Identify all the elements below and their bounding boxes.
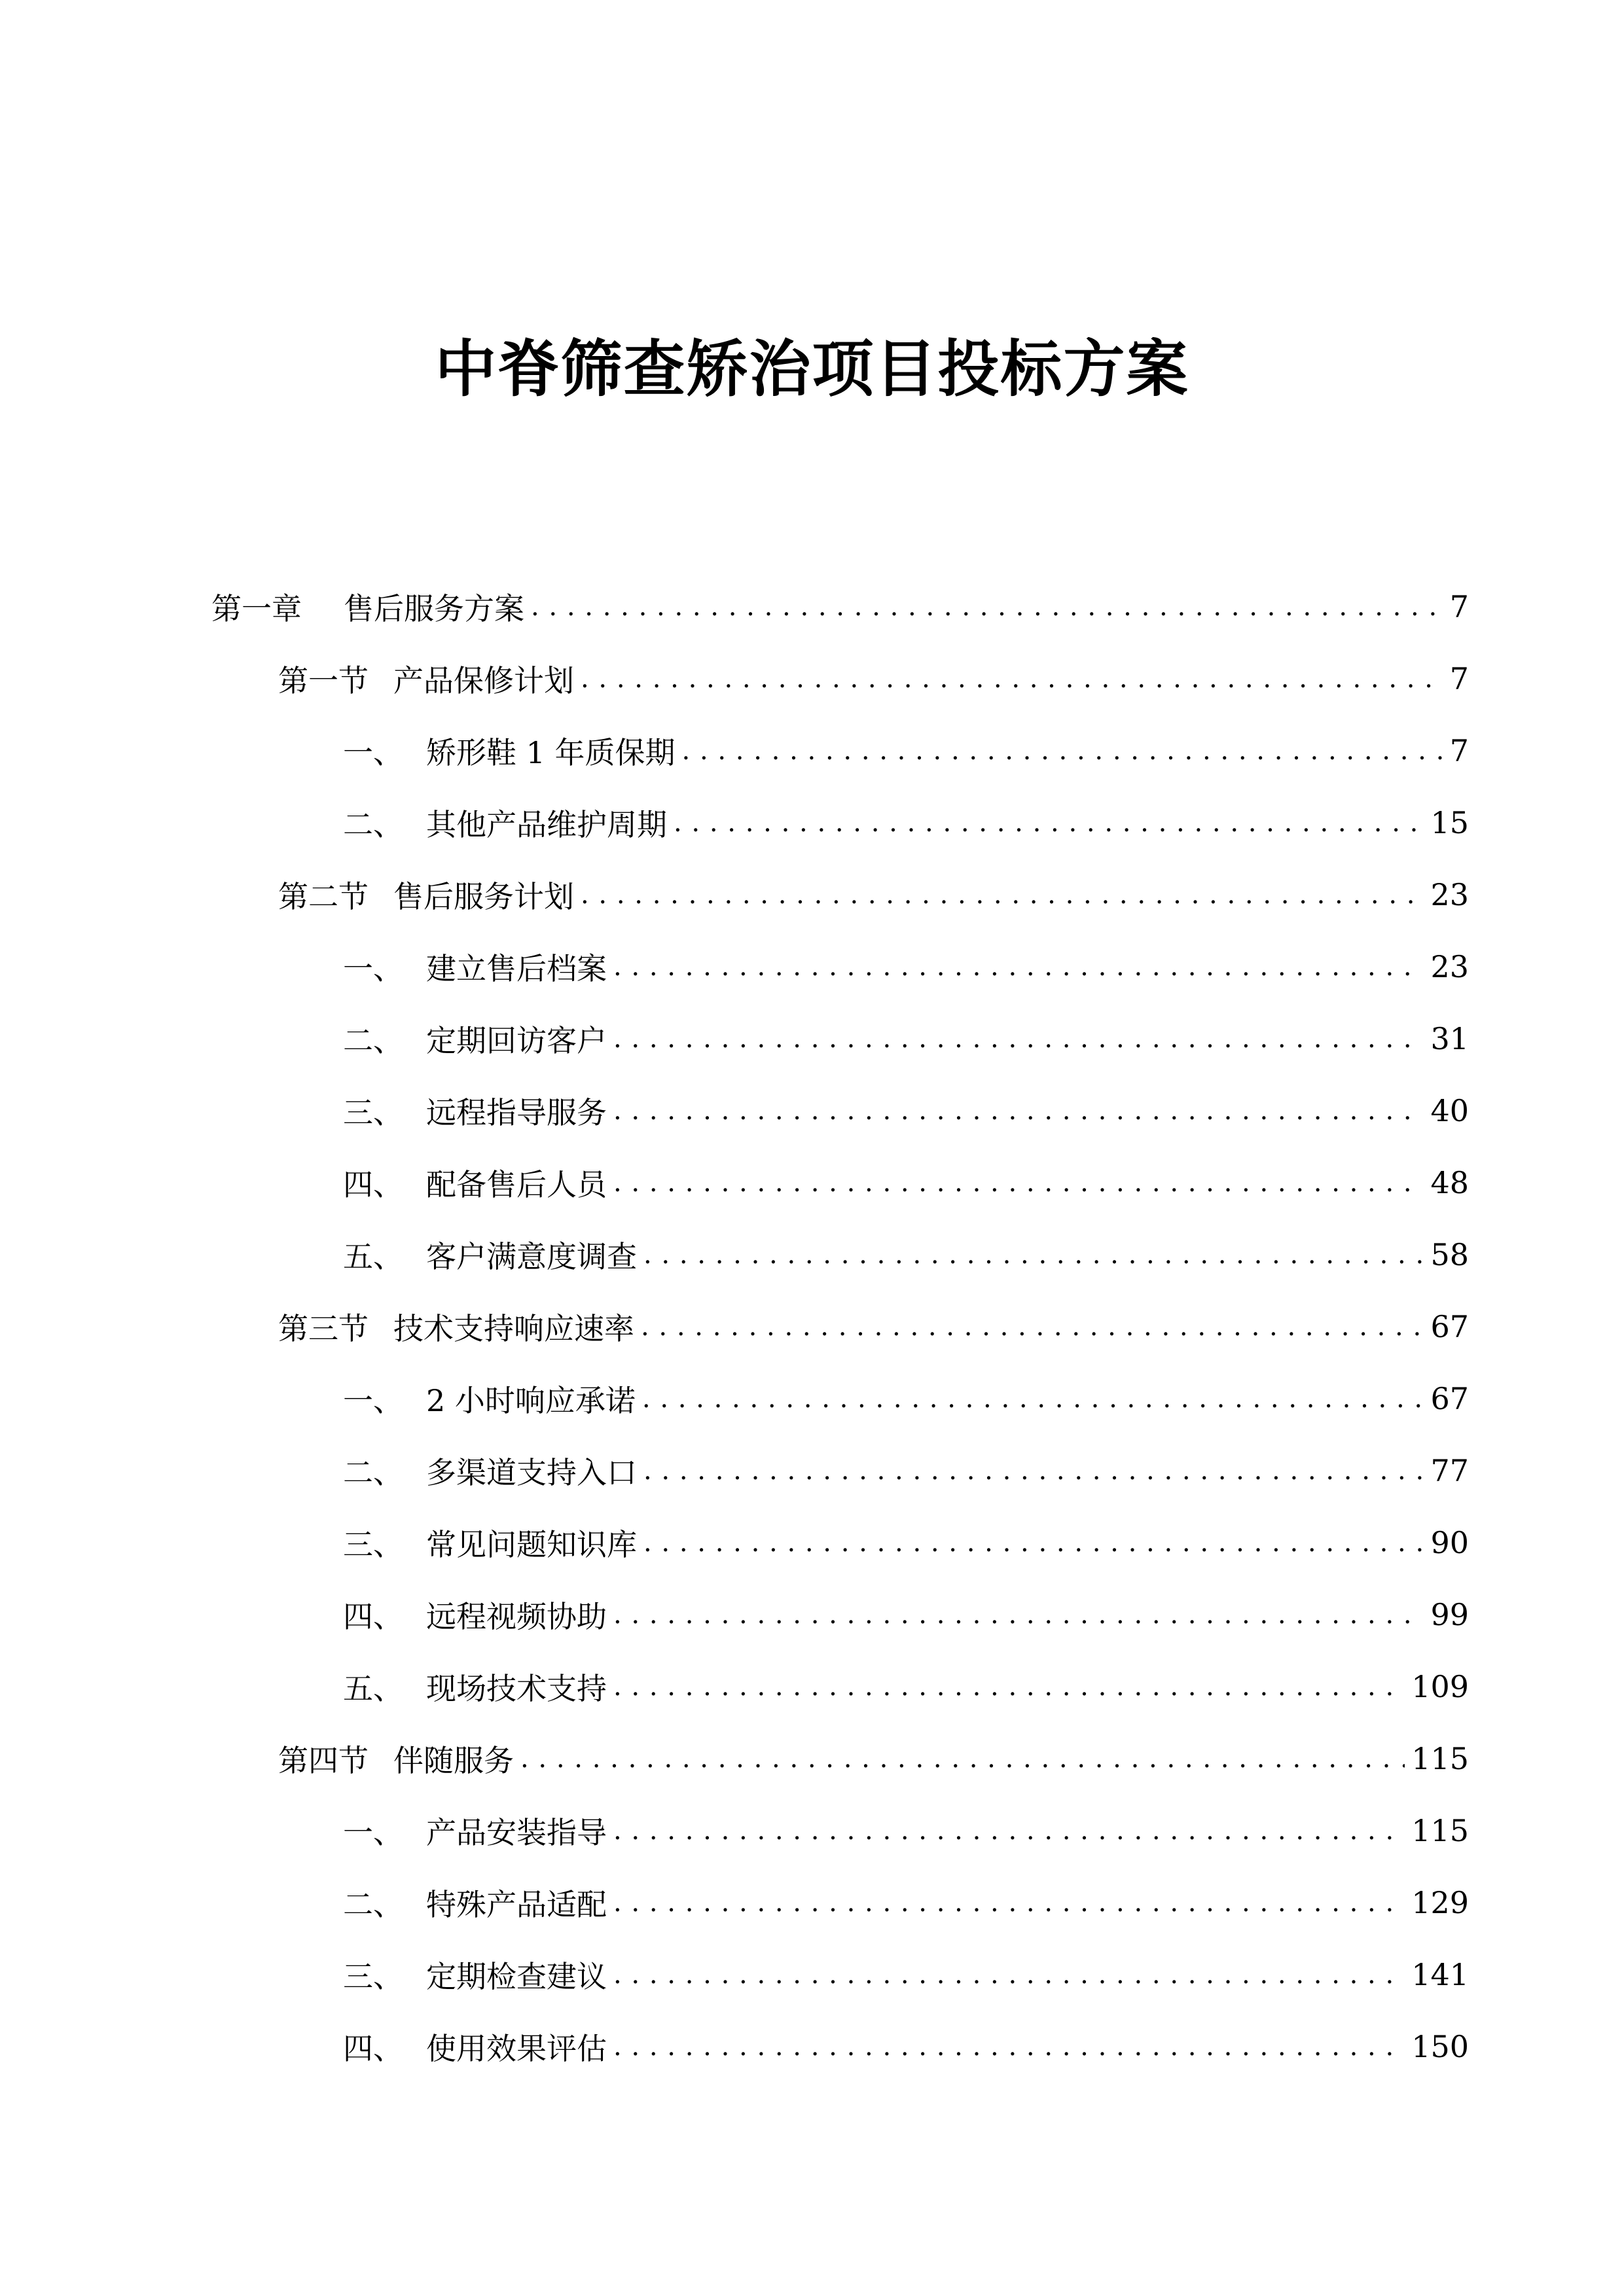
toc-entry-number: 第一节 (278, 663, 369, 698)
toc-entry-title: 定期检查建议 (426, 1959, 607, 1994)
toc-entry-page: 15 (1430, 805, 1469, 840)
toc-entry-title: 伴随服务 (393, 1743, 514, 1778)
toc-entry-title: 售后服务计划 (393, 879, 574, 914)
toc-entry-title: 售后服务方案 (344, 591, 524, 626)
toc-entry-number: 四、 (343, 1599, 403, 1634)
toc-dot-leader (682, 731, 1443, 770)
toc-entry-number: 三、 (343, 1527, 403, 1562)
toc-entry-title: 产品安装指导 (426, 1815, 607, 1850)
toc-entry-number: 一、 (343, 951, 403, 986)
toc-entry-title: 配备售后人员 (426, 1167, 607, 1202)
toc-entry[interactable] (343, 1795, 1469, 1867)
toc-entry[interactable] (343, 1579, 1469, 1651)
toc-dot-leader (613, 2027, 1405, 2066)
toc-entry[interactable] (343, 1507, 1469, 1579)
toc-entry-title: 远程指导服务 (426, 1095, 607, 1130)
toc-entry-number: 二、 (343, 1455, 403, 1490)
toc-entry-page: 99 (1430, 1597, 1469, 1632)
toc-dot-leader (613, 1595, 1424, 1634)
toc-entry[interactable] (278, 643, 1469, 715)
toc-entry-page: 115 (1411, 1741, 1469, 1776)
toc-entry[interactable] (343, 787, 1469, 859)
toc-entry[interactable] (343, 1147, 1469, 1219)
toc-dot-leader (613, 1811, 1405, 1850)
toc-entry-title: 定期回访客户 (426, 1023, 607, 1058)
toc-entry-title: 常见问题知识库 (426, 1527, 637, 1562)
toc-entry[interactable] (343, 715, 1469, 787)
toc-entry[interactable] (211, 571, 1469, 643)
toc-entry-number: 第一章 (211, 591, 302, 626)
toc-dot-leader (581, 659, 1443, 698)
toc-entry-page: 129 (1411, 1885, 1469, 1920)
toc-entry-number: 一、 (343, 735, 403, 770)
toc-entry-number: 第四节 (278, 1743, 369, 1778)
toc-entry-page: 40 (1430, 1093, 1469, 1128)
toc-entry-page: 48 (1430, 1165, 1469, 1200)
toc-entry-number: 四、 (343, 1167, 403, 1202)
toc-entry-title: 矫形鞋 1 年质保期 (426, 735, 676, 770)
toc-entry-page: 23 (1430, 877, 1469, 912)
toc-dot-leader (613, 947, 1424, 986)
document-title: 中脊筛查矫治项目投标方案 (435, 334, 1189, 405)
toc-entry-title: 多渠道支持入口 (426, 1455, 637, 1490)
toc-entry[interactable] (278, 1291, 1469, 1363)
toc-entry-title: 远程视频协助 (426, 1599, 607, 1634)
toc-entry[interactable] (343, 931, 1469, 1003)
toc-entry-page: 7 (1449, 661, 1469, 696)
toc-entry[interactable] (278, 859, 1469, 931)
toc-entry[interactable] (343, 2011, 1469, 2083)
toc-entry-number: 第三节 (278, 1311, 369, 1346)
toc-dot-leader (581, 875, 1424, 914)
toc-entry-number: 第二节 (278, 879, 369, 914)
toc-dot-leader (674, 803, 1424, 842)
toc-dot-leader (613, 1955, 1405, 1994)
toc-entry-title: 现场技术支持 (426, 1671, 607, 1706)
toc-entry[interactable] (343, 1075, 1469, 1147)
toc-entry-number: 三、 (343, 1959, 403, 1994)
toc-dot-leader (613, 1883, 1405, 1922)
toc-entry-number: 二、 (343, 1887, 403, 1922)
toc-entry-title: 客户满意度调查 (426, 1239, 637, 1274)
toc-entry-page: 141 (1411, 1957, 1469, 1992)
toc-entry[interactable] (343, 1435, 1469, 1507)
toc-entry-page: 67 (1430, 1309, 1469, 1344)
toc-entry-number: 二、 (343, 1023, 403, 1058)
toc-dot-leader (520, 1739, 1405, 1778)
toc-dot-leader (643, 1451, 1424, 1490)
toc-entry-page: 150 (1411, 2029, 1469, 2064)
toc-entry-number: 二、 (343, 807, 403, 842)
toc-entry-number: 一、 (343, 1383, 403, 1418)
toc-dot-leader (613, 1163, 1424, 1202)
toc-entry[interactable] (343, 1363, 1469, 1435)
toc-entry[interactable] (343, 1939, 1469, 2011)
toc-entry[interactable] (343, 1651, 1469, 1723)
toc-entry-page: 23 (1430, 949, 1469, 984)
toc-entry-title: 特殊产品适配 (426, 1887, 607, 1922)
toc-entry-page: 7 (1449, 733, 1469, 768)
toc-entry-page: 58 (1430, 1237, 1469, 1272)
toc-entry-page: 90 (1430, 1525, 1469, 1560)
toc-dot-leader (643, 1235, 1424, 1274)
toc-entry-page: 115 (1411, 1813, 1469, 1848)
toc-dot-leader (642, 1379, 1424, 1418)
toc-entry-title: 2 小时响应承诺 (426, 1383, 636, 1418)
toc-entry-page: 109 (1411, 1669, 1469, 1704)
toc-entry-number: 一、 (343, 1815, 403, 1850)
toc-entry-number: 四、 (343, 2031, 403, 2066)
toc-entry-title: 技术支持响应速率 (393, 1311, 634, 1346)
toc-entry-title: 建立售后档案 (426, 951, 607, 986)
toc-entry[interactable] (343, 1219, 1469, 1291)
toc-entry-title: 使用效果评估 (426, 2031, 607, 2066)
toc-entry-page: 67 (1430, 1381, 1469, 1416)
toc-entry-page: 7 (1449, 589, 1469, 624)
toc-entry-number: 五、 (343, 1671, 403, 1706)
toc-dot-leader (531, 587, 1443, 626)
toc-entry-page: 77 (1430, 1453, 1469, 1488)
toc-dot-leader (613, 1091, 1424, 1130)
toc-entry[interactable] (343, 1003, 1469, 1075)
toc-entry-title: 产品保修计划 (393, 663, 574, 698)
toc-entry-page: 31 (1430, 1021, 1469, 1056)
toc-entry[interactable] (278, 1723, 1469, 1795)
toc-dot-leader (641, 1307, 1424, 1346)
toc-dot-leader (613, 1019, 1424, 1058)
toc-entry-number: 五、 (343, 1239, 403, 1274)
toc-entry-title: 其他产品维护周期 (426, 807, 667, 842)
toc-entry-number: 三、 (343, 1095, 403, 1130)
toc-entry[interactable] (343, 1867, 1469, 1939)
toc-dot-leader (613, 1667, 1405, 1706)
toc-dot-leader (643, 1523, 1424, 1562)
